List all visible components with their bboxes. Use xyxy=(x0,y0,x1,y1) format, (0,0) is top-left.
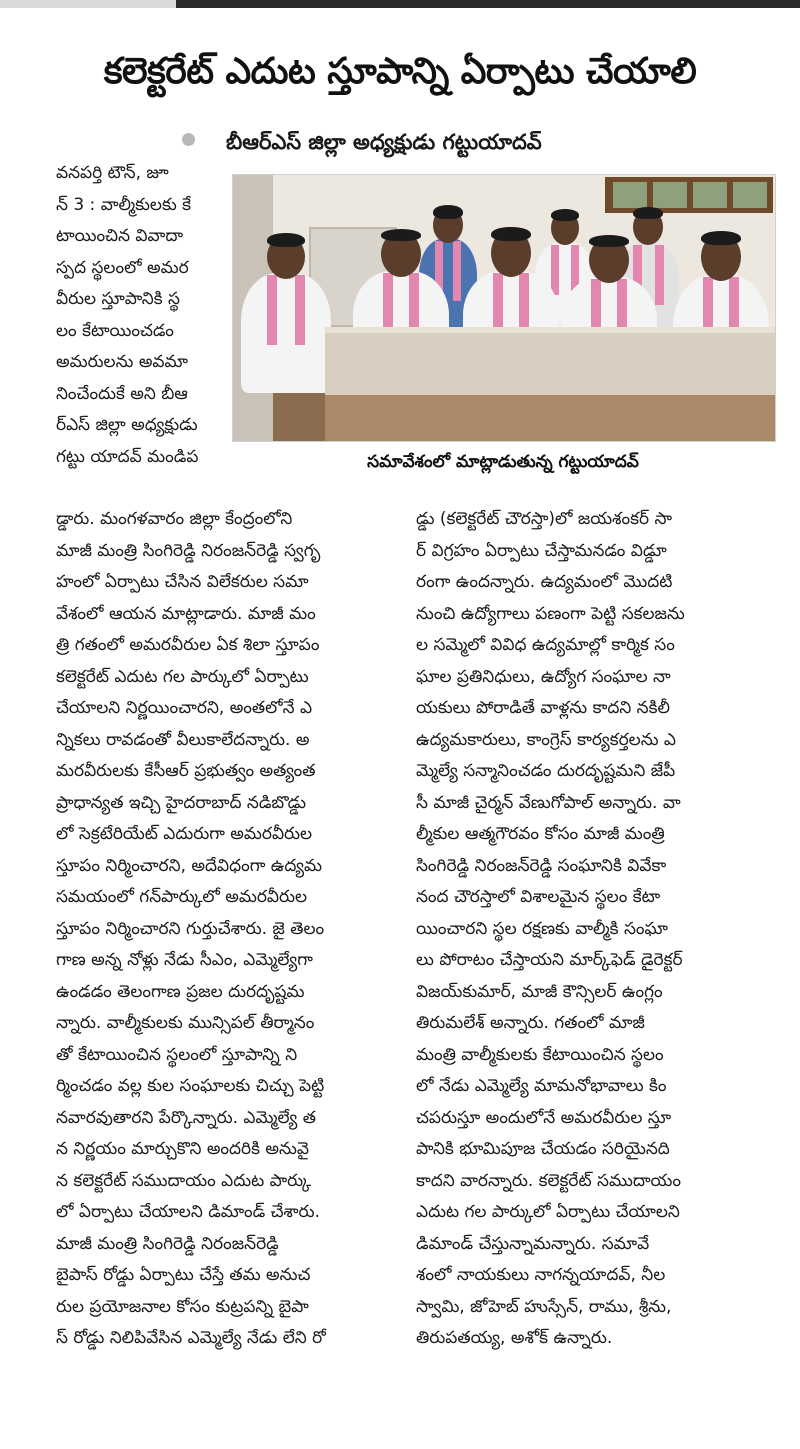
text-line: హంలో ఏర్పాటు చేసిన విలేకరుల సమా xyxy=(56,572,309,592)
text-line: లో ఏర్పాటు చేయాలని డిమాండ్ చేశారు. xyxy=(56,1202,320,1222)
text-line: నుంచి ఉద్యోగాలు పణంగా పెట్టి సకలజను xyxy=(416,603,685,624)
text-line: నవారవుతారని పేర్కొన్నారు. ఎమ్మెల్యే త xyxy=(56,1107,316,1128)
article-photo xyxy=(232,174,776,442)
text-line: యకులు పోరాడితే వాళ్లను కాదని నకిలీ xyxy=(416,698,670,718)
text-line: న కలెక్టరేట్ సముదాయం ఎదుట పార్కు xyxy=(56,1170,312,1191)
top-rule-dark xyxy=(176,0,800,8)
text-line: శంలో నాయకులు నాగన్నయాదవ్, నీల xyxy=(416,1265,666,1285)
article-subheadline: బీఆర్ఎస్ జిల్లా అధ్యక్షుడు గట్టుయాదవ్ xyxy=(226,130,542,154)
article-headline: కలెక్టరేట్ ఎదుట స్తూపాన్ని ఏర్పాటు చేయాలి xyxy=(103,51,697,92)
text-line: పానికి భూమిపూజ చేయడం సరియైనది xyxy=(416,1139,670,1159)
text-line: రుల ప్రయోజనాల కోసం కుట్రపన్ని బైపా xyxy=(56,1296,309,1317)
text-line: సింగిరెడ్డి నిరంజన్‌రెడ్డి సంఘానికి వివేకా xyxy=(416,855,667,876)
text-line: మరవీరులకు కేసీఆర్ ప్రభుత్వం అత్యంత xyxy=(56,761,316,781)
text-line: వీరుల స్తూపానికి స్థ xyxy=(56,289,180,309)
text-line: ల్మీకుల ఆత్మగౌరవం కోసం మాజీ మంత్రి xyxy=(416,824,665,844)
text-line: స్తూపం నిర్మించారని గుర్తుచేశారు. జై తెలం xyxy=(56,918,325,939)
text-line: తిరుపతయ్య, అశోక్ ఉన్నారు. xyxy=(416,1328,613,1348)
text-line: ఎదుట గల పార్కులో ఏర్పాటు చేయాలని xyxy=(416,1202,680,1222)
text-line: సమయంలో గన్‌పార్కులో అమరవీరుల xyxy=(56,887,308,907)
text-line: తిరుమలేశ్ అన్నారు. గతంలో మాజీ xyxy=(416,1013,645,1033)
text-line: విజయ్‌కుమార్, మాజీ కౌన్సిలర్ ఉంగ్లం xyxy=(416,981,663,1002)
text-line: న్ 3 : వాల్మీకులకు కే xyxy=(56,194,192,215)
text-line: డిమాండ్ చేస్తున్నామన్నారు. సమావే xyxy=(416,1233,650,1254)
text-line: వేశంలో ఆయన మాట్లాడారు. మాజీ మం xyxy=(56,603,316,624)
body-column-right xyxy=(416,504,778,1355)
text-line: స్వామి, జోహెబ్ హుస్సేన్, రాము, శ్రీను, xyxy=(416,1296,672,1317)
text-line: రంగా ఉందన్నారు. ఉద్యమంలో మొదటి xyxy=(416,572,673,592)
body-column-left xyxy=(56,504,412,1355)
text-line: న్నారు. వాల్మీకులకు మున్సిపల్ తీర్మానం xyxy=(56,1013,315,1033)
text-line: ర్మించడం వల్ల కుల సంఘాలకు చిచ్చు పెట్టి xyxy=(56,1076,325,1096)
text-line: స్పద స్థలంలో అమర xyxy=(56,257,189,278)
subheadline-bullet-icon xyxy=(182,133,195,146)
text-line: గట్టు యాదవ్ మండిప xyxy=(56,446,199,467)
text-line: కాదని వారన్నారు. కలెక్టరేట్ సముదాయం xyxy=(416,1170,682,1191)
text-line: న నిర్ణయం మార్చుకొని అందరికి అనువై xyxy=(56,1139,309,1159)
text-line: లో సెక్రటేరియేట్ ఎదురుగా అమరవీరుల xyxy=(56,824,313,844)
text-line: ఉండడం తెలంగాణ ప్రజల దురదృష్టమ xyxy=(56,981,305,1002)
text-line: లం కేటాయించడం xyxy=(56,320,174,341)
text-line: మ్మెల్యే సన్మానించడం దురదృష్టమని జేపీ xyxy=(416,761,676,781)
text-line: బైపాస్ రోడ్డు ఏర్పాటు చేస్తే తమ అనుచ xyxy=(56,1265,311,1285)
text-line: ప్రాధాన్యత ఇచ్చి హైదరాబాద్ నడిబొడ్డు xyxy=(56,792,307,813)
text-line: చేయాలని నిర్ణయించారని, అంతలోనే ఎ xyxy=(56,698,313,718)
text-line: యించారని స్థల రక్షణకు వాల్మీకి సంఘా xyxy=(416,918,668,939)
text-line: లో నేడు ఎమ్మెల్యే మామనోభావాలు కిం xyxy=(416,1076,667,1096)
text-line: ర్ విగ్రహం ఏర్పాటు చేస్తామనడం విడ్డూ xyxy=(416,540,667,561)
text-line: స్తూపం నిర్మించారని, అదేవిధంగా ఉద్యమ xyxy=(56,855,322,876)
text-line: లు పోరాటం చేస్తాయని మార్క్‌ఫెడ్ డైరెక్టర్ xyxy=(416,950,683,970)
text-line: వనపర్తి టౌన్, జూ xyxy=(56,163,169,183)
text-line: స్ రోడ్డు నిలిపివేసిన ఎమ్మెల్యే నేడు లేని రో xyxy=(56,1328,326,1348)
text-line: ల సమ్మెలో వివిధ ఉద్యమాల్లో కార్మిక సం xyxy=(416,635,675,655)
text-line: చపరుస్తూ అందులోనే అమరవీరుల స్తూ xyxy=(416,1107,672,1128)
text-line: అమరులను అవమా xyxy=(56,352,188,372)
text-line: సీ మాజీ చైర్మన్ వేణుగోపాల్ అన్నారు. వా xyxy=(416,792,681,813)
text-line: న్నికలు రావడంతో వీలుకాలేదన్నారు. అ xyxy=(56,729,310,750)
text-line: మాజీ మంత్రి సింగిరెడ్డి నిరంజన్‌రెడ్డి xyxy=(56,1233,279,1254)
text-line: ఘాల ప్రతినిధులు, ఉద్యోగ సంఘాల నా xyxy=(416,666,671,687)
photo-caption: సమావేశంలో మాట్లాడుతున్న గట్టుయాదవ్ xyxy=(367,452,639,472)
text-line: ర్ఎస్ జిల్లా అధ్యక్షుడు xyxy=(56,415,198,435)
text-line: త్రి గతంలో అమరవీరుల ఏక శిలా స్తూపం xyxy=(56,635,320,655)
intro-paragraph xyxy=(56,158,218,473)
text-line: కలెక్టరేట్ ఎదుట గల పార్కులో ఏర్పాటు xyxy=(56,666,309,687)
text-line: ఉద్యమకారులు, కాంగ్రెస్ కార్యకర్తలను ఎ xyxy=(416,729,677,750)
text-line: మాజీ మంత్రి సింగిరెడ్డి నిరంజన్‌రెడ్డి స్వగృ xyxy=(56,540,321,561)
text-line: మంత్రి వాల్మీకులకు కేటాయించిన స్థలం xyxy=(416,1044,664,1065)
text-line: నించేందుకే అని బీఆ xyxy=(56,383,188,404)
text-line: నంద చౌరస్తాలో విశాలమైన స్థలం కేటా xyxy=(416,887,661,907)
text-line: డ్డు (కలెక్టరేట్ చౌరస్తా)లో జయశంకర్ సా xyxy=(416,509,673,529)
text-line: డ్డారు. మంగళవారం జిల్లా కేంద్రంలోని xyxy=(56,509,293,529)
text-line: తో కేటాయించిన స్థలంలో స్తూపాన్ని ని xyxy=(56,1044,298,1065)
text-line: గాణ అన్న నోళ్లు నేడు సీఎం, ఎమ్మెల్యేగా xyxy=(56,950,313,970)
text-line: టాయించిన వివాదా xyxy=(56,226,184,246)
